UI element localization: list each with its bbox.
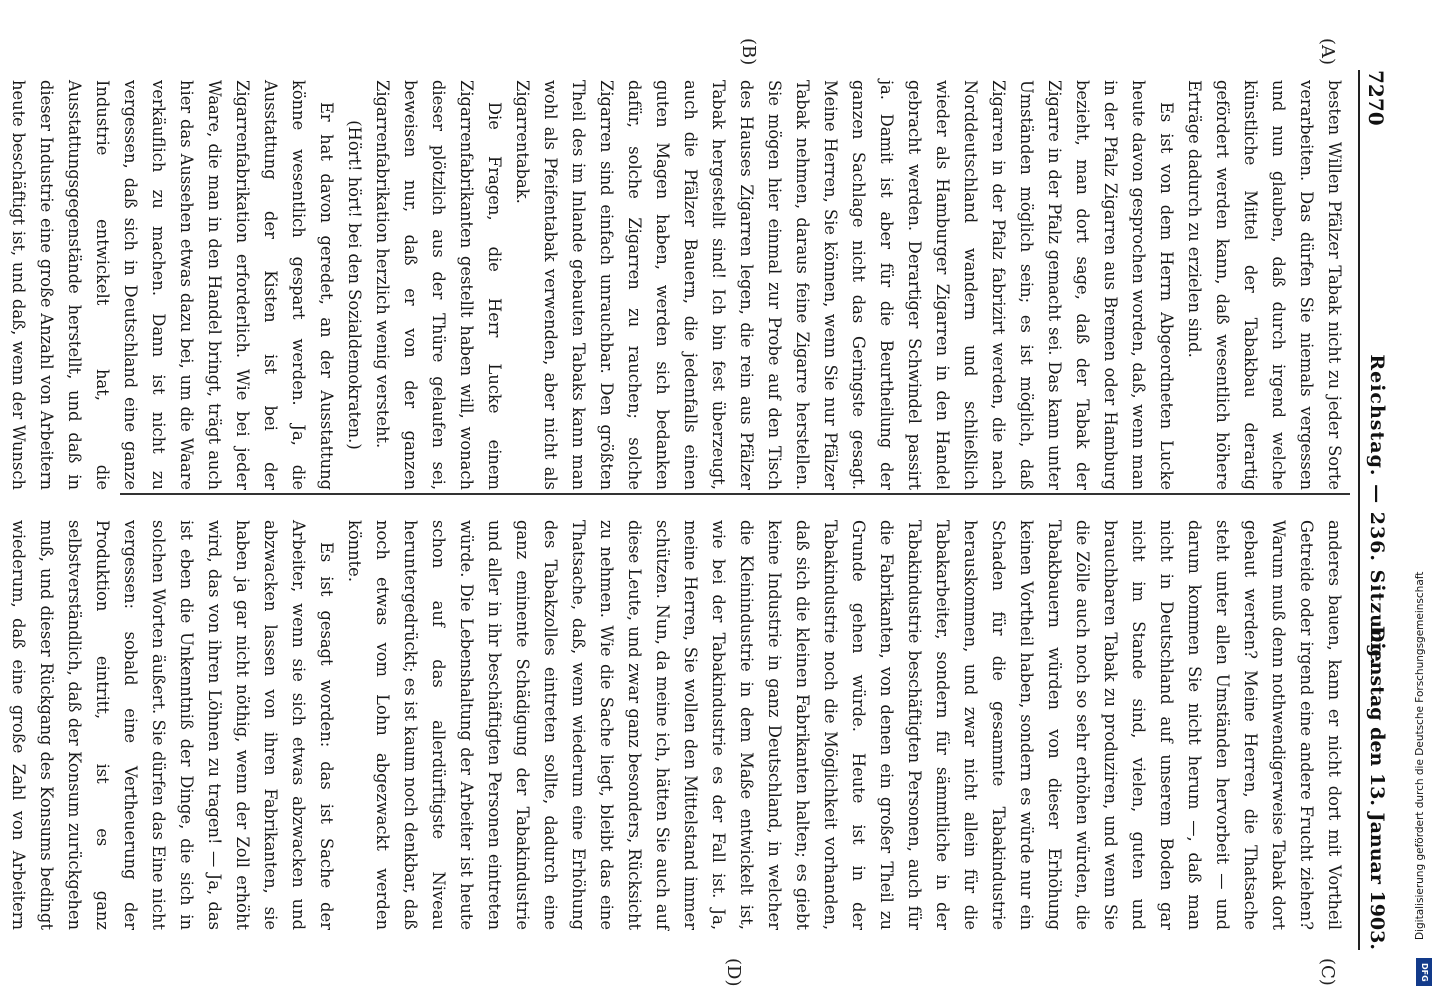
margin-marker-d: (D) <box>723 958 744 987</box>
paragraph: Es ist gesagt worden: das ist Sache der Arbeiter, wenn sie sich etwas abzwacken und abzwacken lassen von ihren Fabrikanten, sie haben ja gar nicht nöthig, wenn der Zoll erhöht wird, das von ihren Löhnen zu tragen! — Ja, das ist eben die Unkenntniß der Dinge, die sich in solchen Worten äußert. Sie dürfen das Eine nicht vergessen: sobald eine Vertheuerung der Produktion eintritt, ist es ganz selbstverständlich, daß der Konsum zurückgehen muß, und dieser Rückgang des Konsums bedingt wiederum, daß eine große Zahl von Arbeitern <box>9 520 336 930</box>
interjection: (Hört! hört! bei den Sozialdemokraten.) <box>345 120 364 450</box>
paragraph: besten Willen Pfälzer Tabak nicht zu jeder Sorte verarbeiten. Das dürfen Sie niemals vergessen und nun glauben, daß durch irgend welche künstliche Mittel der Tabakbau derartig gefördert werden kann, daß wesentlich höhere Erträge dadurch zu erzielen sind. <box>1185 80 1344 490</box>
page-date: Dienstag den 13. Januar 1903. <box>1366 625 1388 950</box>
digitization-note: Digitalisierung gefördert durch die Deutsche Forschungsgemeinschaft <box>1414 571 1426 940</box>
column-divider <box>120 493 1350 495</box>
paragraph: anderes bauen, kann er nicht dort mit Vortheil Getreide oder irgend eine andere Frucht ziehen? Warum muß denn nothwendigerweise Tabak dort gebaut werden? Meine Herren, die Thatsache steht unter allen Umständen hervorbeit — und darum kommen Sie nicht herum —, daß man nicht in Deutschland auf unserem Boden gar nicht im Stande sind, vielen, guten und brauchbaren Tabak zu produziren, und wenn Sie die Zölle auch noch so sehr erhöhen würden, die Tabakbauern würden von dieser Erhöhung keinen Vortheil haben, sondern es würde nur ein Schaden für die gesammte Tabakindustrie herauskommen, und zwar nicht allein für die Tabakarbeiter, sondern für sämmtliche in der Tabakindustrie beschäftigten Personen, auch für die Fabrikanten, von denen ein großer Theil zu Grunde gehen würde. Heute ist in der Tabakindustrie noch die Möglichkeit vorhanden, daß sich die kleinen Fabrikanten halten; es giebt keine Industrie in ganz Deutschland, in welcher die Kleinindustrie in dem Maße entwickelt ist, wie bei der Tabakindustrie es der Fall ist. Ja, meine Herren, Sie wollen den Mittelstand immer schützen. Nun, da meine ich, hätten Sie auch auf diese Leute, und zwar ganz besonders, Rücksicht zu nehmen. Wie die Sache liegt, bleibt das eine Thatsache, daß, wenn wiederum eine Erhöhung des Tabakzolles eintreten sollte, dadurch eine ganz eminente Schädigung der Tabakindustrie und aller in ihr beschäftigten Personen eintreten würde. Die Lebenshaltung der Arbeiter ist heute schon auf das allerdürftigste Niveau heruntergedrückt; es ist kaum noch denkbar, daß noch etwas vom Lohn abgezwackt werden könnte. <box>345 520 1344 930</box>
dfg-logo: DFG <box>1416 958 1432 986</box>
margin-marker-b: (B) <box>738 38 759 66</box>
paragraph: Die Fragen, die Herr Lucke einem Zigarrenfabrikanten gestellt haben will, wonach dieser plötzlich aus der Thüre gelaufen sei, beweisen nur, daß er von der ganzen Zigarrenfabrikation herzlich wenig versteht. <box>373 80 504 490</box>
paragraph: Er hat davon geredet, an der Ausstattung könne wesentlich gespart werden. Ja, die Ausstattung der Kisten ist bei der Zigarrenfabrikation erforderlich. Wie bei jeder Waare, die man in den Handel bringt, trägt auch hier das Aussehen etwas dazu bei, um die Waare verkäuflich zu machen. Dann ist nicht zu vergessen, daß sich in Deutschland eine ganze Industrie entwickelt hat, die Ausstattungsgegenstände herstellt, und daß in dieser Industrie eine große Anzahl von Arbeitern heute beschäftigt ist, und daß, wenn der Wunsch <box>9 80 336 490</box>
right-column <box>9 520 1350 930</box>
page-header <box>1358 70 1394 950</box>
page-number: 7270 <box>1364 70 1388 126</box>
page-title: Reichstag. — 236. Sitzung. <box>1366 354 1388 666</box>
left-column <box>9 80 1350 490</box>
margin-marker-c: (C) <box>1317 958 1338 986</box>
paragraph: Es ist von dem Herrn Abgeordneten Lucke heute davon gesprochen worden, daß, wenn man in der Pfalz Zigarren aus Bremen oder Hamburg bezieht, man dort sage, daß der Tabak der Zigarre in der Pfalz gemacht sei. Das kann unter Umständen möglich sein; es ist möglich, daß Zigarren in der Pfalz fabrizirt werden, die nach Norddeutschland wandern und schließlich wieder als Hamburger Zigarren in den Handel gebracht werden. Derartiger Schwindel passirt ja. Damit ist aber für die Beurtheilung der ganzen Sachlage nicht das Geringste gesagt. Meine Herren, Sie können, wenn Sie nur Pfälzer Tabak nehmen, daraus feine Zigarre herstellen. Sie mögen hier einmal zur Probe auf den Tisch des Hauses Zigarren legen, die rein aus Pfälzer Tabak hergestellt sind! Ich bin fest überzeugt, auch die Pfälzer Bauern, die jedenfalls einen guten Magen haben, werden sich bedanken dafür, solche Zigarren zu rauchen; solche Zigarren sind einfach unrauchbar. Den größten Theil des im Inlande gebauten Tabaks kann man wohl als Pfeifentabak verwenden, aber nicht als Zigarrentabak. <box>513 80 1176 490</box>
margin-marker-a: (A) <box>1317 38 1338 66</box>
